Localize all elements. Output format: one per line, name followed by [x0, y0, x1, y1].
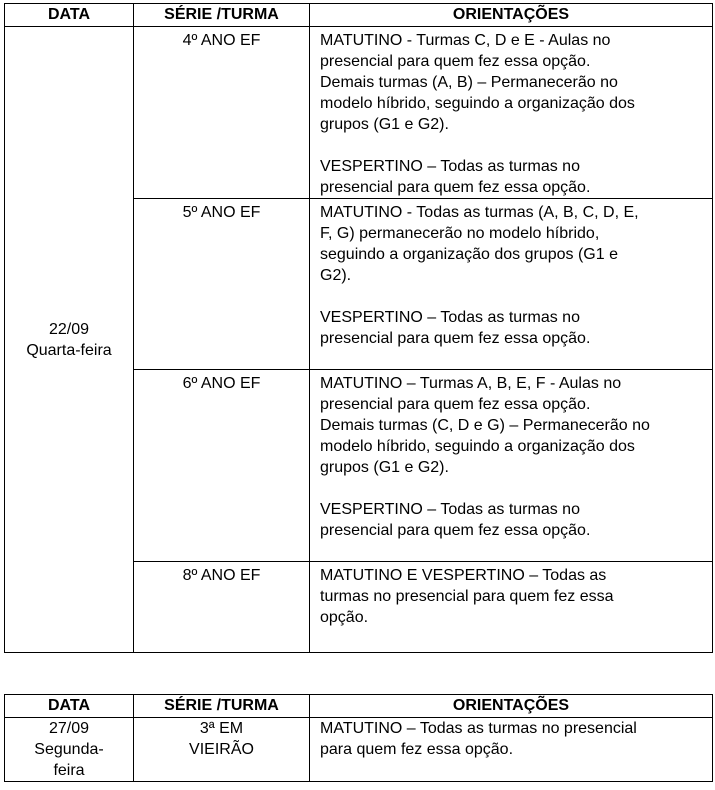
header-row — [5, 4, 713, 27]
header-row — [5, 695, 713, 718]
orient-cell: MATUTINO - Turmas C, D e E - Aulas no presencial para quem fez essa opção. Demais turmas (A, B) – Permanecerão no modelo híbrido, seguindo a organização dos grupos (G1 e G2). VESPERTINO – Todas as turmas no presencial para quem fez essa opção. — [310, 27, 713, 199]
schedule-table-2 — [4, 694, 713, 782]
weekday: Segunda- — [34, 741, 104, 758]
table-row — [5, 27, 713, 199]
date: 22/09 — [48, 320, 90, 338]
header-orientacoes: ORIENTAÇÕES — [310, 4, 713, 27]
header-serie: SÉRIE /TURMA — [134, 4, 310, 27]
orient-cell: MATUTINO – Turmas A, B, E, F - Aulas no presencial para quem fez essa opção. Demais turmas (C, D e G) – Permanecerão no modelo híbrido, seguindo a organização dos grupos (G1 e G2). VESPERTINO – Todas as turmas no presencial para quem fez essa opção. — [310, 370, 713, 562]
orient-cell: MATUTINO E VESPERTINO – Todas as turmas no presencial para quem fez essa opção. — [310, 562, 713, 653]
serie-cell: 8º ANO EF — [134, 562, 310, 653]
schedule-table-1 — [4, 3, 713, 653]
header-orientacoes: ORIENTAÇÕES — [310, 695, 713, 718]
serie-cell: 3ª EM VIEIRÃO — [134, 718, 310, 782]
header-data: DATA — [5, 695, 134, 718]
weekday: feira — [53, 762, 85, 779]
orient-cell: MATUTINO – Todas as turmas no presencial para quem fez essa opção. — [310, 718, 713, 782]
table-row — [5, 718, 713, 782]
serie-cell: 4º ANO EF — [134, 27, 310, 199]
serie-cell: 5º ANO EF — [134, 199, 310, 370]
orient-cell: MATUTINO - Todas as turmas (A, B, C, D, E, F, G) permanecerão no modelo híbrido, seguindo a organização dos grupos (G1 e G2). VESPERTINO – Todas as turmas no presencial para quem fez essa opção. — [310, 199, 713, 370]
date-cell — [5, 27, 134, 653]
serie-cell: 6º ANO EF — [134, 370, 310, 562]
header-serie: SÉRIE /TURMA — [134, 695, 310, 718]
date-cell — [5, 718, 134, 782]
weekday: Quarta-feira — [26, 341, 112, 359]
header-data: DATA — [5, 4, 134, 27]
date: 27/09 — [48, 720, 90, 737]
